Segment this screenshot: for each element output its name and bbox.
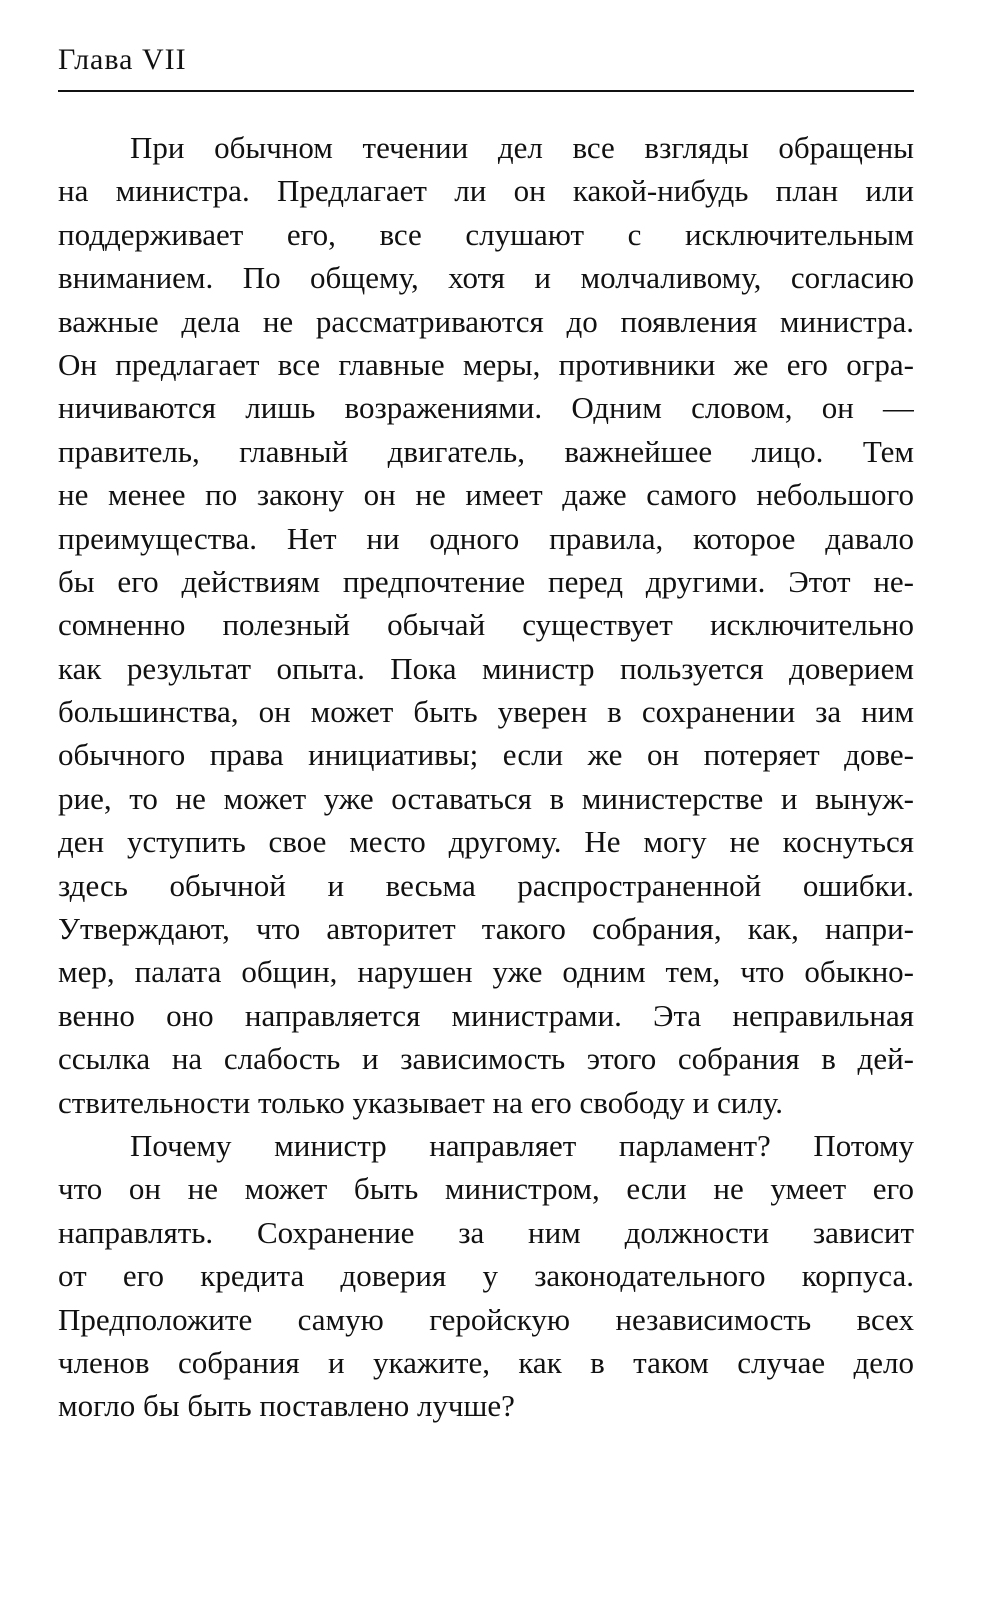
text-line: на министра. Предлагает ли он какой-нибудь план или [58,173,914,209]
text-line: обычного права инициативы; если же он потеряет дове- [58,737,914,773]
text-line: направлять. Сохранение за ним должности зависит [58,1214,914,1250]
text-line: ссылка на слабость и зависимость этого собрания в дей- [58,1041,914,1077]
text-line: важные дела не рассматриваются до появления министра. [58,303,914,339]
text-line: венно оно направляется министрами. Эта неправильная [58,997,914,1033]
text-line: рие, то не может уже оставаться в министерстве и вынуж- [58,780,914,816]
text-line: вниманием. По общему, хотя и молчаливому, согласию [58,260,914,296]
text-line: Почему министр направляет парламент? Потому [130,1127,914,1163]
text-line: поддерживает его, все слушают с исключительным [58,216,914,252]
text-line: При обычном течении дел все взгляды обращены [130,130,914,165]
text-line: что он не может быть министром, если не умеет его [58,1171,914,1207]
text-line: не менее по закону он не имеет даже самого небольшого [58,477,914,513]
text-line: ствительности только указывает на его свободу и силу. [58,1084,783,1120]
text-line: мер, палата общин, нарушен уже одним тем, что обыкно- [58,954,914,990]
text-line: правитель, главный двигатель, важнейшее лицо. Тем [58,433,914,469]
text-line: Предположите самую геройскую независимость всех [58,1301,914,1337]
text-line: могло бы быть поставлено лучше? [58,1388,515,1424]
text-line: как результат опыта. Пока министр пользуется доверием [58,650,914,686]
running-head: Глава VII [58,43,187,76]
header-rule [58,90,914,92]
text-line: Утверждают, что авторитет такого собрания, как, напри- [58,911,914,947]
text-line: Он предлагает все главные меры, противники же его огра- [58,346,914,382]
text-line: членов собрания и укажите, как в таком случае дело [58,1344,914,1380]
text-line: преимущества. Нет ни одного правила, которое давало [58,520,914,556]
body-text [58,126,914,1428]
text-line: здесь обычной и весьма распространенной ошибки. [58,867,914,903]
text-line: большинства, он может быть уверен в сохранении за ним [58,694,914,730]
text-line: ничиваются лишь возражениями. Одним словом, он — [58,390,914,426]
text-line: от его кредита доверия у законодательного корпуса. [58,1258,914,1294]
text-line: сомненно полезный обычай существует исключительно [58,607,914,643]
text-line: бы его действиям предпочтение перед другими. Этот не- [58,563,914,599]
text-line: ден уступить свое место другому. Не могу не коснуться [58,824,914,860]
